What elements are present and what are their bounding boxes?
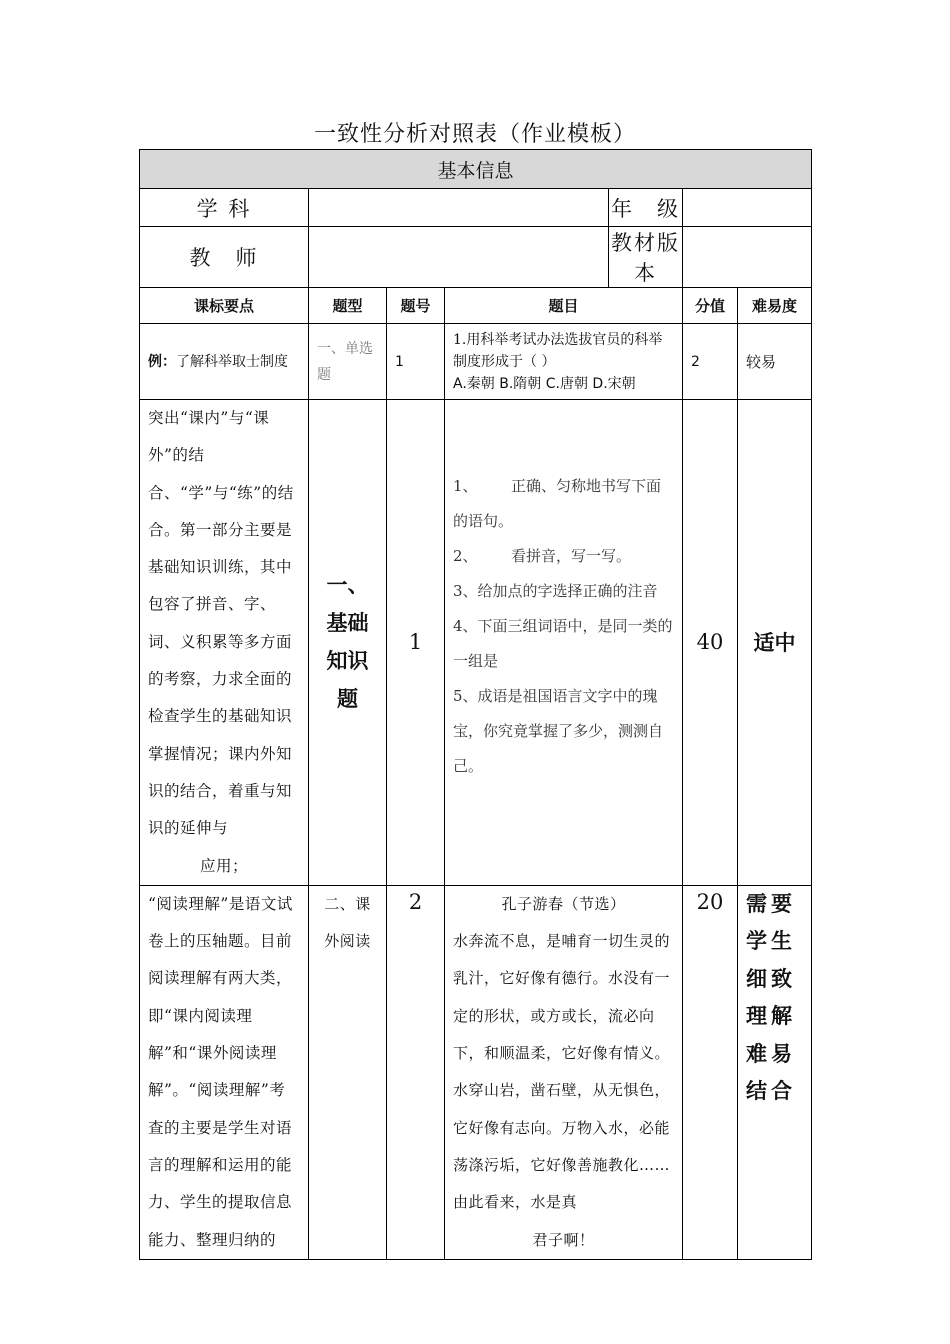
consistency-table [139,149,812,1260]
row1-score: 40 [683,400,738,886]
row1-question-1: 1、 正确、匀称地书写下面的语句。 [453,476,662,530]
row2-passage-text: 水奔流不息，是哺育一切生灵的乳汁，它好像有德行。水没有一定的形状，或方或长，流必向下，和顺温柔，它好像有情义。水穿山岩，凿石壁，从无惧色，它好像有志向。万物入水，必能荡涤污垢，它好像善施教化……由此看来，水是真 [453,932,671,1212]
example-question-stem: 1.用科举考试办法选拔官员的科举制度形成于（ ） [453,331,663,370]
row2-passage [445,885,683,1259]
grade-field[interactable] [683,189,812,227]
row2-number: 2 [387,885,445,1259]
subject-label: 学 科 [140,189,309,227]
row1-question-3: 3、给加点的字选择正确的注音 [453,581,658,600]
row2-passage-last: 君子啊！ [532,1230,595,1249]
example-prefix: 例： [148,353,176,370]
row1-question-2: 2、 看拼音，写一写。 [453,546,632,565]
col-type: 题型 [309,288,387,324]
subject-field[interactable] [309,189,609,227]
textbook-field[interactable] [683,227,812,288]
row1-question-5: 5、成语是祖国语言文字中的瑰宝，你究竟掌握了多少，测测自己。 [453,686,664,775]
row2-type: 二、课外阅读 [309,885,387,1259]
table-row [140,400,812,886]
row1-standard-text: 突出“课内”与“课外”的结合、“学”与“练”的结合。第一部分主要是基础知识训练，其中包容了拼音、字、词、义积累等多方面的考察，力求全面的检查学生的基础知识掌握情况；课内外知识的结合，着重与知识的延伸与 [148,409,294,838]
example-standard [140,324,309,400]
example-standard-text: 了解科举取士制度 [176,353,288,370]
col-difficulty: 难易度 [738,288,812,324]
row2-difficulty: 需要学生细致理解难易结合 [738,885,812,1259]
row1-questions [445,400,683,886]
row2-passage-title: 孔子游春（节选） [501,894,626,913]
row1-type: 一、基础知识题 [309,400,387,886]
grade-label [609,189,683,227]
textbook-label: 教材版本 [609,227,683,288]
row1-difficulty: 适中 [738,400,812,886]
example-number: 1 [387,324,445,400]
teacher-field[interactable] [309,227,609,288]
example-question-options: A.秦朝 B.隋朝 C.唐朝 D.宋朝 [453,375,636,392]
page-title: 一致性分析对照表（作业模板） [313,122,636,147]
basic-info-header: 基本信息 [140,150,812,189]
col-score: 分值 [683,288,738,324]
row2-score: 20 [683,885,738,1259]
example-type: 一、单选题 [309,324,387,400]
example-score: 2 [683,324,738,400]
col-question: 题目 [445,288,683,324]
row1-standard-last: 应用； [200,856,249,875]
col-number: 题号 [387,288,445,324]
example-question [445,324,683,400]
grade-label-text: 年 级 [611,196,680,221]
row2-standard: “阅读理解”是语文试卷上的压轴题。目前阅读理解有两大类，即“课内阅读理解”和“课外阅读理解”。“阅读理解”考查的主要是学生对语言的理解和运用的能力、学生的提取信息能力、整理归纳的 [140,885,309,1259]
table-row [140,885,812,1259]
row1-number: 1 [387,400,445,886]
table-row [140,324,812,400]
row1-question-4: 4、下面三组词语中，是同一类的一组是 [453,616,673,670]
row1-standard [140,400,309,886]
teacher-label: 教 师 [140,227,309,288]
example-difficulty: 较易 [738,324,812,400]
col-standard: 课标要点 [140,288,309,324]
